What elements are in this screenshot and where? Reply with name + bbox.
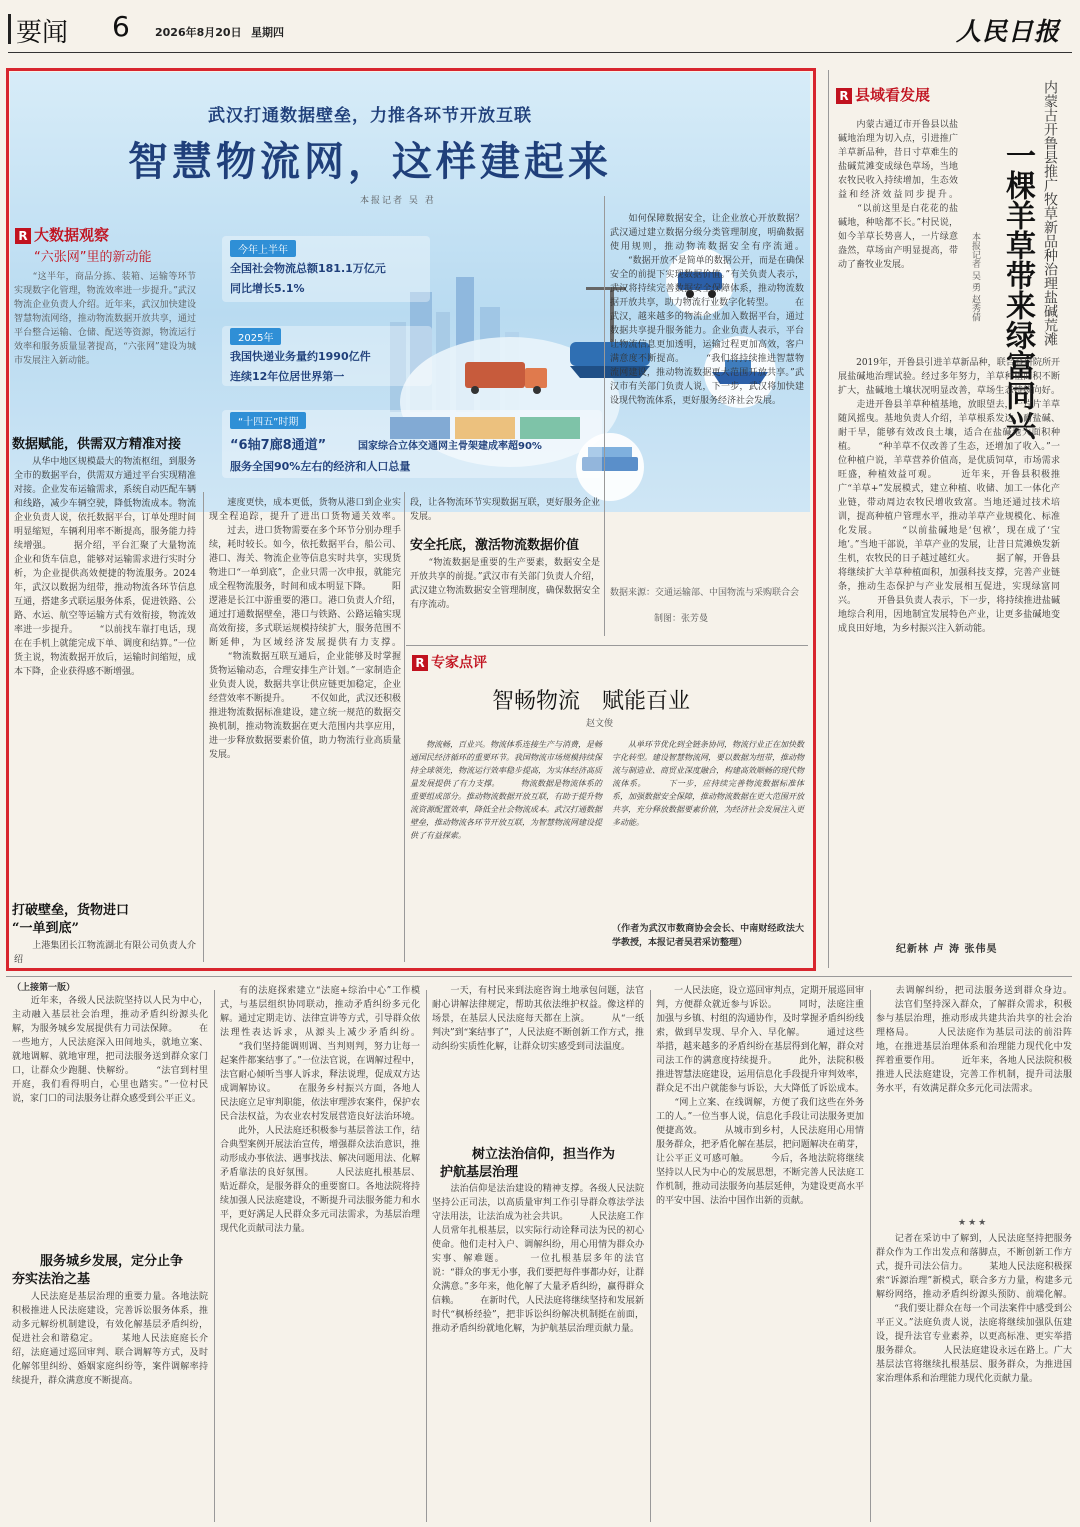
item3-line2: 服务全国90%左右的经济和人口总量 bbox=[230, 460, 411, 473]
feature-col4-text: 如何保障数据安全，让企业放心开放数据？武汉通过建立数据分级分类管理制度，明确数据使用规则，推动物流数据安全有序流通。 “数据开放不是简单的数据公开，而是在确保安全的前提下实现数据价值。”有关负责人表示，武汉将持续完善数据安全保障体系，推动物流数据开放共享，助力物流行业数字化转型。 在武汉，越来越多的物流企业加入数据平台，通过数据共享提升服务能力。企业负责人表示，平台让物流信息更加透明，运输过程更加高效，客户满意度不断提高。 “我们将持续推进智慧物流网建设，推动物流数据更大范围开放共享。”武汉市有关部门负责人说，下一步，武汉将加快建设现代物流体系，更好服务经济社会发展。 bbox=[610, 214, 804, 406]
headline-faith-2: 护航基层治理 bbox=[440, 1165, 519, 1180]
feature-col2-text: 速度更快，成本更低，货物从港口到企业实现全程追踪，提升了进出口货物通关效率。 过去，进口货物需要在多个环节分别办理手续，耗时较长。如今，依托数据平台，船公司、港口、海关、物流企业等信息实时共享，实现货物进口“一单到底”，企业只需一次申报，就能完成全程物流服务，时间和成本明显下降。 阳逻港是长江中游重要的港口。港口负责人介绍，通过打通数据壁垒，港口与铁路、公路运输实现高效衔接，多式联运规模持续扩大，服务范围不断延伸，为区域经济发展提供有力支撑。 “物流数据互联互通后，企业能够及时掌握货物运输动态，合理安排生产计划。”一家制造企业负责人说，数据共享让供应链更加稳定，企业经营效率不断提升。 不仅如此，武汉还积极推进物流数据标准建设，建立统一规范的数据交换机制，推动物流数据在更大范围内共享应用，进一步释放数据要素价值，助力物流行业高质量发展。 bbox=[209, 498, 401, 760]
county-tag-label: 县域看发展 bbox=[855, 86, 931, 104]
feature-kicker: “六张网”里的新动能 bbox=[34, 250, 152, 265]
expert-review-tag bbox=[412, 652, 487, 672]
county-tag-box-icon: R bbox=[836, 88, 852, 104]
item3-line1a: “6轴7廊8通道” bbox=[230, 438, 327, 453]
item1-head: 今年上半年 bbox=[230, 240, 296, 257]
feature-subtitle: 武汉打通数据壁垒，力推各环节开放互联 bbox=[208, 106, 532, 126]
headline-break-barriers-1: 打破壁垒，货物进口 bbox=[12, 903, 130, 918]
item2-head: 2025年 bbox=[230, 328, 281, 345]
feature-col1-text-mid: 从华中地区规模最大的物流枢纽，到服务全市的数据平台，供需双方通过平台实现精准对接。企业发布运输需求，系统自动匹配车辆和线路，减少车辆空驶，降低物流成本。物流企业负责人说，依托数据平台，订单处理时间明显缩短，车辆利用率不断提高，服务能力持续增强。 据介绍，平台汇聚了大量物流企业和货车信息，能够对运输需求进行实时分析，为企业提供高效便捷的物流服务。2024年，武汉以数据为纽带，推动物流各环节信息互通，搭建多式联运服务体系，促进铁路、公路、水运、航空等运输方式有效衔接，物流效率进一步提升。 “以前找车靠打电话，现在在手机上就能完成下单、调度和结算。”一位货主说，物流数据开放后，运输时间缩短，成本下降，企业获得感不断增强。 bbox=[14, 457, 196, 677]
expert-title: 智畅物流 赋能百业 bbox=[492, 689, 691, 714]
lower-col5-text-top: 去调解纠纷，把司法服务送到群众身边。 法官们坚持深入群众，了解群众需求，积极参与基层治理，推动形成共建共治共享的社会治理格局。 人民法庭作为基层司法的前沿阵地，在推进基层治理体系和治理能力现代化中发挥着重要作用。 近年来，各地人民法院积极推进人民法庭建设，完善工作机制，提升司法服务水平，有效满足群众多元化司法需求。 bbox=[876, 986, 1072, 1094]
county-title-vertical: 一棵羊草带来绿富同兴 bbox=[1000, 140, 1035, 440]
lower-col-divider-1 bbox=[214, 990, 215, 1522]
county-tag bbox=[836, 84, 930, 105]
infographic-item-1 bbox=[222, 236, 430, 302]
headline-serve-1: 服务城乡发展，定分止争 bbox=[40, 1254, 184, 1269]
item3-line1b: 国家综合立体交通网主骨架建成率超90% bbox=[358, 441, 542, 452]
expert-text-right: 从单环节优化到全链条协同，物流行业正在加快数字化转型。建设智慧物流网，要以数据为纽带，推动物流与制造业、商贸业深度融合，构建高效顺畅的现代物流体系。 下一步，应持续完善物流数据标准体系，加强数据安全保障，推动物流数据在更大范围开放共享，充分释放数据要素价值，为经济社会发展注入更多动能。 bbox=[612, 740, 804, 827]
expert-author: 赵文俊 bbox=[586, 719, 614, 729]
infographic-item-2 bbox=[222, 326, 432, 386]
issue-weekday: 星期四 bbox=[251, 26, 284, 39]
infographic-item-3 bbox=[222, 410, 602, 478]
expert-rule bbox=[406, 645, 808, 646]
feature-col3-text-mid: “物流数据是重要的生产要素，数据安全是开放共享的前提。”武汉市有关部门负责人介绍，武汉建立物流数据安全管理制度，确保数据安全有序流动。 bbox=[410, 558, 600, 610]
feature-col1-text-bottom: 上港集团长江物流湖北有限公司负责人介绍 bbox=[14, 941, 196, 965]
feature-col-divider-1 bbox=[203, 492, 204, 962]
headline-serve-2: 夯实法治之基 bbox=[12, 1272, 91, 1287]
feature-col1-text-top: “这半年，商品分拣、装箱、运输等环节实现数字化管理，物流效率进一步提升。”武汉物流企业负责人介绍。近年来，武汉加快建设智慧物流网络，推动物流数据开放共享，通过平台整合运输、仓储、配送等资源，物流运行效率和服务质量显著提高，“六张网”建设为城市发展注入新动能。 bbox=[14, 272, 196, 366]
lower-col-divider-3 bbox=[650, 990, 651, 1522]
expert-review-tag-label: 专家点评 bbox=[431, 655, 487, 671]
feature-byline: 本报记者 吴 君 bbox=[360, 196, 436, 206]
lower-col1-text-bottom: 人民法庭是基层治理的重要力量。各地法院积极推进人民法庭建设，完善诉讼服务体系，推动多元解纷机制建设，有效化解基层矛盾纠纷，促进社会和谐稳定。 某地人民法庭庭长介绍，法庭通过巡回审判、联合调解等方式，及时化解邻里纠纷、婚姻家庭纠纷等，案件调解率持续提升，群众满意度不断提高。 bbox=[12, 1292, 208, 1386]
item2-line1: 我国快递业务量约1990亿件 bbox=[230, 350, 371, 363]
section-name: 要闻 bbox=[16, 18, 69, 48]
feature-col-divider-3 bbox=[604, 196, 605, 636]
page-number: 6 bbox=[112, 10, 130, 43]
feature-title: 智慧物流网，这样建起来 bbox=[128, 138, 612, 185]
county-text-main: 2019年，开鲁县引进羊草新品种，联合科研院所开展盐碱地治理试验。经过多年努力，羊草种植面积不断扩大，盐碱地土壤状况明显改善，草场生态持续向好。 走进开鲁县羊草种植基地，放眼望去，一片片羊草随风摇曳。基地负责人介绍，羊草根系发达，耐盐碱、耐干旱，能够有效改良土壤，适合在盐碱地大面积种植。 “种羊草不仅改善了生态，还增加了收入。”一位种植户说，羊草营养价值高，是优质饲草，市场需求旺盛，种植效益可观。 近年来，开鲁县积极推广“羊草+”发展模式，建立种植、收储、加工一体化产业链，带动周边农牧民增收致富。当地还通过技术培训，提高种植户管理水平，推动羊草产业规模化、标准化发展。 “以前盐碱地是‘包袱’，现在成了‘宝地’。”当地干部说，羊草产业的发展，让昔日荒滩焕发新生机，农牧民的日子越过越红火。 据了解，开鲁县将继续扩大羊草种植面积，加强科技支撑，完善产业链条，推动生态保护与产业发展相互促进，实现绿富同兴。 开鲁县负责人表示，下一步，将持续推进盐碱地综合利用，因地制宜发展特色产业，让更多盐碱地变成良田好地，为乡村振兴注入新动能。 bbox=[838, 358, 1060, 634]
feature-col-divider-2 bbox=[404, 492, 405, 962]
item2-line2: 连续12年位居世界第一 bbox=[230, 370, 345, 383]
masthead bbox=[0, 0, 1080, 58]
lower-col3-text-top: 一天，有村民来到法庭咨询土地承包问题，法官耐心讲解法律规定，帮助其依法维护权益。像这样的场景，在基层人民法庭每天都在上演。 从“一纸判决”到“案结事了”，人民法庭不断创新工作方式，推动纠纷实质性化解，让群众切实感受到司法温度。 bbox=[432, 986, 644, 1052]
continued-note: （上接第一版） bbox=[12, 983, 76, 993]
county-byline-vertical: 本报记者 吴 勇 赵秀倩 bbox=[970, 232, 980, 322]
paper-logo: 人民日报 bbox=[956, 17, 1061, 46]
tag-box-icon: R bbox=[15, 228, 31, 244]
item1-line1: 全国社会物流总额181.1万亿元 bbox=[230, 262, 386, 275]
headline-security: 安全托底，激活物流数据价值 bbox=[410, 538, 580, 553]
headline-faith-1: 树立法治信仰，担当作为 bbox=[472, 1147, 616, 1162]
lower-col5-text-bottom: 记者在采访中了解到，人民法庭坚持把服务群众作为工作出发点和落脚点，不断创新工作方式，提升司法公信力。 某地人民法庭积极探索“诉源治理”新模式，联合多方力量，构建多元解纷网络，推动矛盾纠纷源头预防、前端化解。 “我们要让群众在每一个司法案件中感受到公平正义。”法庭负责人说，法庭将继续加强队伍建设，提升法官专业素养，以更高标准、更实举措服务群众。 人民法庭建设永远在路上。广大基层法官将继续扎根基层、服务群众，为推进国家治理体系和治理能力现代化贡献力量。 bbox=[876, 1234, 1072, 1384]
lower-col3-text-bottom: 法治信仰是法治建设的精神支撑。各级人民法院坚持公正司法，以高质量审判工作引导群众尊法学法守法用法，让法治成为社会共识。 人民法庭工作人员常年扎根基层，以实际行动诠释司法为民的初心使命。他们走村入户、调解纠纷，用心用情为群众办实事、解难题。 一位扎根基层多年的法官说：“群众的事无小事，我们要把每件事都办好，让群众满意。”多年来，他化解了大量矛盾纠纷，赢得群众信赖。 在新时代，人民法庭将继续坚持和发展新时代“枫桥经验”，把非诉讼纠纷解决机制挺在前面，推动矛盾纠纷就地化解，为护航基层治理贡献力量。 bbox=[432, 1184, 644, 1334]
item1-line2: 同比增长5.1% bbox=[230, 282, 305, 295]
expert-text-left: 物流畅，百业兴。物流体系连接生产与消费，是畅通国民经济循环的重要环节。我国物流市场规模持续保持全球领先，物流运行效率稳步提高，为实体经济高质量发展提供了有力支撑。 物流数据是物流体系的重要组成部分。推动物流数据开放互联，有助于提升物流资源配置效率，降低全社会物流成本。武汉打通数据壁垒，推动物流各环节开放互联，为智慧物流网建设提供了有益探索。 bbox=[410, 740, 602, 840]
right-column-divider bbox=[828, 70, 829, 968]
section-bracket bbox=[8, 14, 12, 44]
feature-col3-text-top: 段，让各物流环节实现数据互联，更好服务企业发展。 bbox=[410, 498, 600, 522]
expert-tag-box-icon: R bbox=[412, 655, 428, 671]
lower-col4-text: 一人民法庭，设立巡回审判点，定期开展巡回审判，方便群众就近参与诉讼。 同时，法庭注重加强与乡镇、村组的沟通协作，及时掌握矛盾纠纷线索，做到早发现、早介入、早化解。 通过这些举措，越来越多的矛盾纠纷在基层得到化解，群众对司法工作的满意度持续提升。 此外，法院积极推进智慧法庭建设，运用信息化手段提升审判效率，群众足不出户就能参与诉讼，大大降低了诉讼成本。 “网上立案、在线调解，方便了我们这些在外务工的人。”一位当事人说，信息化手段让司法服务更加便捷高效。 从城市到乡村，人民法庭用心用情服务群众，把矛盾化解在基层，把问题解决在萌芽，让公平正义可感可触。 今后，各地法院将继续坚持以人民为中心的发展思想，不断完善人民法庭工作机制，推动司法服务向基层延伸，为建设更高水平的平安中国、法治中国作出新的贡献。 bbox=[656, 986, 864, 1206]
county-text-top: 内蒙古通辽市开鲁县以盐碱地治理为切入点，引进推广羊草新品种，昔日寸草难生的盐碱荒滩变成绿色草场，当地农牧民收入持续增加，生态效益和经济效益同步提升。 “以前这里是白花花的盐碱地，种啥都不长。”村民说，如今羊草长势喜人，一片绿意盎然，草场亩产明显提高，带动了畜牧业发展。 bbox=[838, 120, 958, 270]
lower-col1-text-top: 近年来，各级人民法院坚持以人民为中心，主动融入基层社会治理，推动矛盾纠纷源头化解，为服务城乡发展提供有力司法保障。 在一些地方，人民法庭深入田间地头，就地立案、就地调解、就地审理，把司法服务送到群众家门口，让群众少跑腿、快解纷。 “法官到村里开庭，我们看得明白，心里也踏实。”一位村民说，家门口的司法服务让群众感受到公平正义。 bbox=[12, 996, 208, 1104]
data-source-note: 数据来源：交通运输部、中国物流与采购联合会 bbox=[610, 588, 800, 598]
headline-break-barriers-2: “一单到底” bbox=[12, 921, 79, 936]
section-divider-stars: ★★★ bbox=[958, 1218, 989, 1228]
lower-section-rule bbox=[6, 976, 1072, 977]
big-data-tag bbox=[15, 224, 109, 245]
headline-data-empower: 数据赋能，供需双方精准对接 bbox=[12, 437, 182, 452]
item3-head: “十四五”时期 bbox=[230, 412, 306, 429]
issue-date: 2026年8月20日 bbox=[155, 26, 242, 39]
expert-footnote: （作者为武汉市数商协会会长、中南财经政法大学教授，本报记者吴君采访整理） bbox=[612, 924, 804, 948]
lower-col-divider-2 bbox=[426, 990, 427, 1522]
big-data-tag-label: 大数据观察 bbox=[34, 226, 110, 244]
county-credit: 纪新林 卢 涛 张伟昊 bbox=[896, 944, 998, 955]
lower-col-divider-4 bbox=[870, 990, 871, 1522]
masthead-rule bbox=[8, 52, 1072, 53]
lower-col2-text: 有的法庭探索建立“法庭+综治中心”工作模式，与基层组织协同联动，推动矛盾纠纷多元化解。通过定期走访、法律宣讲等方式，引导群众依法理性表达诉求，从源头上减少矛盾纠纷。 “我们坚持能调则调、当判则判，努力让每一起案件都案结事了。”一位法官说，在调解过程中，法官耐心倾听当事人诉求，释法说理，促成双方达成调解协议。 在服务乡村振兴方面，各地人民法庭立足审判职能，依法审理涉农案件，保护农民合法权益，为农业农村发展营造良好法治环境。 此外，人民法庭还积极参与基层普法工作，结合典型案例开展法治宣传，增强群众法治意识，推动形成办事依法、遇事找法、解决问题用法、化解矛盾靠法的良好氛围。 人民法庭扎根基层、贴近群众，是服务群众的重要窗口。各地法院将持续加强人民法庭建设，不断提升司法服务能力和水平，更好满足人民群众多元司法需求，为基层治理现代化贡献司法力量。 bbox=[220, 986, 420, 1234]
county-subtitle-vertical: 内蒙古开鲁县推广牧草新品种治理盐碱荒滩 bbox=[1042, 80, 1058, 346]
designer-credit: 制图：张芳曼 bbox=[654, 614, 709, 624]
